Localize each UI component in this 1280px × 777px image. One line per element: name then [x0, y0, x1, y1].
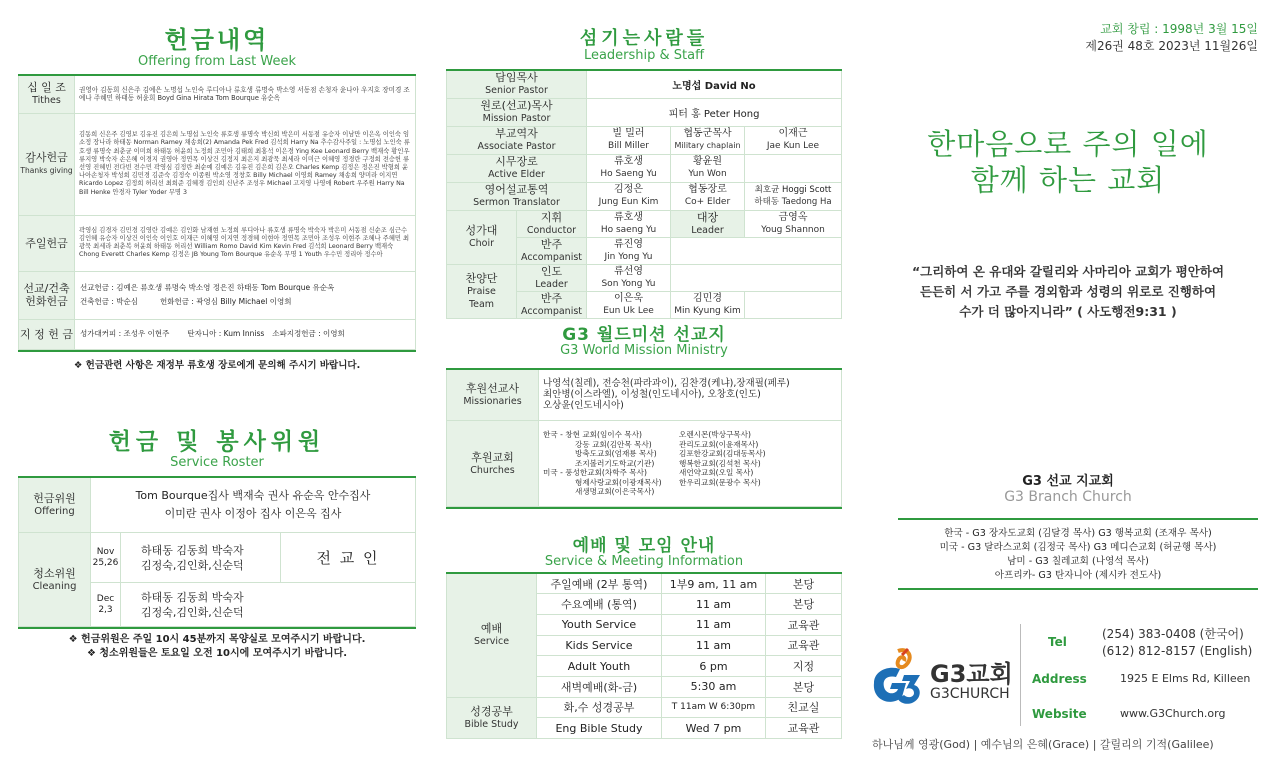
senior-label-en: Senior Pastor — [485, 85, 548, 97]
praise-leader-en: Son Yong Yu — [601, 278, 656, 289]
table-row — [447, 210, 842, 237]
service-time: 1부9 am, 11 am — [662, 573, 766, 594]
bible-time: Wed 7 pm — [662, 718, 766, 739]
choir-label-en: Choir — [468, 238, 494, 249]
service-place: 교육관 — [766, 635, 842, 656]
list-item: 조지볼러기도학교(기관) — [575, 458, 655, 468]
bible-time: T 11am W 6:30pm — [662, 697, 766, 718]
motto-line2: 함께 하는 교회 — [970, 163, 1166, 197]
service-name: Adult Youth — [537, 656, 662, 677]
offering-table — [18, 74, 416, 350]
staff-table — [446, 69, 842, 319]
missionaries-line3: 오상윤(인도네시아) — [543, 400, 624, 412]
cleaning-label: 청소위원 — [33, 566, 76, 580]
sunday-label: 주일헌금 — [25, 236, 68, 250]
elder2-en: Yun Won — [688, 169, 727, 179]
staff-subtitle: Leadership & Staff — [583, 48, 705, 63]
table-row — [19, 477, 416, 533]
praise-acc-label: 반주 — [540, 291, 563, 305]
service-name: Kids Service — [537, 635, 662, 656]
list-item: 김포한강교회(김대동목사) — [679, 449, 766, 459]
conductor-ko: 류호생 — [614, 211, 643, 223]
thanks-label-en: Thanks giving — [20, 166, 73, 175]
bible-label: 성경공부 — [470, 704, 513, 718]
mission-table — [446, 368, 842, 508]
logo-english: G3CHURCH — [930, 686, 1010, 702]
dec-cleaning-line1: 하태동 김동희 박숙자 — [141, 590, 244, 604]
flower-label: 헌화헌금 — [25, 295, 68, 308]
list-item: 새생명교회(이은국목사) — [575, 487, 655, 497]
list-item: 오렌시몬(박상구목사) — [679, 429, 751, 439]
phone-korean[interactable]: (254) 383-0408 (한국어) — [1102, 627, 1244, 641]
table-row — [447, 98, 842, 126]
thanks-label: 감사헌금 — [25, 151, 68, 164]
assoc1-en: Bill Miller — [607, 141, 650, 151]
leader-label-en: Leader — [691, 224, 724, 236]
roster-note-cleaning: ❖ 청소위원들은 토요일 오전 10시에 모여주시기 바랍니다. — [86, 648, 348, 659]
service-label: 예배 — [480, 622, 503, 636]
table-row — [19, 75, 416, 113]
church-list-right — [679, 430, 766, 497]
list-item: 형제사랑교회(이광재목사) — [575, 477, 662, 487]
table-row — [447, 264, 842, 291]
assoc3-en: Jae Kun Lee — [766, 141, 820, 151]
trans3-en: 하태동 Taedong Ha — [754, 197, 832, 207]
service-name: 주일예배 (2부 통역) — [537, 573, 662, 594]
issue-info: 제26권 48호 2023년 11월26일 — [1085, 39, 1258, 53]
praise-acc1-en: Eun Uk Lee — [603, 305, 654, 316]
praise-acc2-ko: 김민경 — [693, 292, 722, 304]
branch-title: G3 선교 지교회 — [1022, 474, 1114, 489]
accompanist-en: Jin Yong Yu — [604, 251, 653, 262]
conductor-label: 지휘 — [540, 210, 563, 224]
trans1-ko: 김정은 — [614, 184, 643, 195]
praise-label: 찬양단 — [465, 271, 498, 285]
phone-english[interactable]: (612) 812-8157 (English) — [1102, 644, 1253, 658]
accompanist-label-en: Accompanist — [520, 251, 583, 263]
nov-cleaning-line1: 하태동 김동희 박숙자 — [141, 543, 244, 557]
table-row — [447, 70, 842, 98]
leader-label: 대장 — [696, 210, 719, 224]
service-time: 11 am — [662, 594, 766, 615]
bible-name: 화,수 성경공부 — [537, 697, 662, 718]
roster-table — [18, 476, 416, 628]
sofa-offering: 소파지정헌금 : 이영희 — [272, 329, 345, 338]
service-time: 5:30 am — [662, 676, 766, 697]
praise-leader-label-en: Leader — [535, 278, 568, 290]
worship-table — [446, 572, 842, 739]
list-item: 관리도교회(이윤재목사) — [679, 439, 759, 449]
tel-label: Tel — [1048, 635, 1067, 649]
conductor-en: Ho saeng Yu — [600, 224, 657, 235]
mission-offering-line: 선교헌금 : 김예은 류호생 류명숙 박소영 정은진 하태동 Tom Bourque 유순옥 — [80, 283, 335, 292]
website-label: Website — [1032, 707, 1087, 721]
tithes-label-en: Tithes — [32, 95, 61, 107]
praise-acc2-en: Min Kyung Kim — [674, 305, 741, 316]
elder1-en: Ho Saeng Yu — [600, 169, 657, 179]
verse-line3: 수가 더 많아지니라” ( 사도행전9:31 ) — [959, 304, 1177, 319]
offering-note: ❖ 헌금관련 사항은 재정부 류호생 장로에게 문의해 주시기 바랍니다. — [73, 359, 361, 371]
staff-column — [446, 0, 842, 777]
service-time: 6 pm — [662, 656, 766, 677]
table-row — [19, 319, 416, 349]
praise-acc1-ko: 이은욱 — [614, 292, 643, 304]
sunday-names: 곽영심 김경자 김민경 김영란 김예은 김인화 남재현 노정희 루디아나 류호생 류명숙 박숙자 박은미 서동점 신순조 심근수 김인혜 유승자 이상건 이인숙 이인호 이재근 이혜영 이지연 정경혜 이현아 정연목 조민아 조성우 이현주 조혜나 주혜민 최광묵 최세라 최춘복 허윤희 하태동 허리선 William Romo David Kim Kevin Fred 김석희 Leonard Berry 백재숙 Chong Everett Charles Kemp 김정은 JB Young Tom Bourque 유순옥 무명 1 Youth 우수민 정리아 정수아 — [75, 215, 416, 271]
elder-label: 시무장로 — [495, 155, 538, 168]
flower-offering-line: 헌화헌금 : 곽영심 Billy Michael 이영희 — [160, 297, 292, 306]
dec-date-days: 2,3 — [98, 604, 113, 615]
senior-label: 담임목사 — [495, 71, 538, 85]
service-place: 본당 — [766, 573, 842, 594]
service-label-en: Service — [473, 636, 510, 648]
list-item: 강동 교회(김안목 목사) — [575, 439, 652, 449]
churches-label-en: Churches — [470, 464, 515, 476]
nov-cleaning-line2: 김정숙,김인화,신순덕 — [141, 558, 244, 572]
website-link[interactable]: www.G3Church.org — [1120, 707, 1226, 720]
contact-divider — [1020, 624, 1021, 726]
service-name: 새벽예배(화-금) — [537, 676, 662, 697]
conductor-label-en: Conductor — [526, 224, 577, 236]
g3-logo-icon — [868, 645, 928, 715]
missionaries-line2: 최안병(이스라엘), 이성철(인도네시아), 오창호(인도) — [543, 389, 761, 401]
table-row — [447, 154, 842, 182]
motto-line1: 한마음으로 주의 일에 — [927, 127, 1209, 161]
leader-ko: 금영옥 — [778, 211, 808, 223]
table-row — [19, 215, 416, 271]
trans2-ko: 협동장로 — [688, 184, 727, 195]
assoc2-ko: 협동군목사 — [683, 128, 732, 139]
list-item: 행복한교회(김석천 목사) — [679, 458, 761, 468]
elder1-ko: 류호생 — [614, 156, 643, 167]
service-name: Youth Service — [537, 614, 662, 635]
dec-date-month: Dec — [96, 593, 115, 604]
elder2-ko: 황윤원 — [693, 156, 722, 167]
mission-pastor-name: 피터 홍 Peter Hong — [587, 98, 842, 126]
roster-subtitle: Service Roster — [170, 454, 264, 470]
accompanist-label: 반주 — [540, 237, 563, 251]
footer-slogan: 하나님께 영광(God) | 예수님의 은혜(Grace) | 갈릴리의 기적(Galilee) — [872, 738, 1214, 751]
offering-committee-line1: Tom Bourque집사 백재숙 권사 유순옥 안수집사 — [135, 488, 371, 502]
trans2-en: Co+ Elder — [684, 197, 731, 207]
table-row — [447, 697, 842, 718]
branch-list — [898, 518, 1258, 590]
praise-label-en2: Team — [468, 298, 495, 310]
address-label: Address — [1032, 672, 1087, 686]
choir-label: 성가대 — [465, 224, 498, 237]
service-time: 11 am — [662, 614, 766, 635]
address-value: 1925 E Elms Rd, Killeen — [1120, 672, 1251, 685]
service-place: 본당 — [766, 676, 842, 697]
bible-name: Eng Bible Study — [537, 718, 662, 739]
list-item: 아프리카- G3 탄자니아 (제시카 전도사) — [994, 570, 1162, 581]
nov-date-days: 25,26 — [92, 557, 119, 568]
thanks-names: 김동희 신은주 김영보 김유진 김은희 노명섭 노인숙 류호생 류명숙 박신희 박은미 서동점 유승자 이남만 이은옥 이인숙 임소정 장나라 하태동 Norman Ramey 채송희(2) Amanda Pek Fred 김석희 Harry Na 추수감사주일 : 노명섭 노인숙 류호생 류명숙 최춘균 이미희 하태동 허윤희 노정희 조민아 김태희 최홍석 이은경 Ying Kee Leonard Berry 백재숙 황인우 류지영 박숙자 손은혜 이경지 권영아 정연목 이상건 김정지 최은지 최광묵 최세라 이미근 이혜영 정경란 구정희 전승헌 류선영 진혜빈 전다빈 전수민 곽영심 김정란 최순예 김예은 김유진 김은희 김은오 Charles Kemp 김정은 정은진 박형희 윤나아손청자 박성희 김민경 김준숙 김정숙 이종원 박소영 정창호 Billy Michael 이영희 Ramey 채송희 양미라 이지연 Ricardo Lopez 김정희 허리선 최희준 김혜경 김인희 신난주 조성우 Michael 고지영 나영애 Robert 우주원 Harry Na Bill Henke 안경자 Tyler Yoder 무명 3 — [75, 113, 416, 215]
offering-committee-label: 헌금위원 — [33, 491, 76, 505]
list-item: 한우리교회(문광수 목사) — [679, 477, 761, 487]
verse-line1: “그리하여 온 유대와 갈릴리와 사마리아 교회가 평안하여 — [911, 264, 1225, 279]
missionaries-line1: 나영석(칠레), 전승천(파라과이), 김찬경(케냐),장재필(페루) — [543, 378, 790, 390]
assoc2-en: Military chaplain — [674, 141, 741, 150]
service-time: 11 am — [662, 635, 766, 656]
table-row — [447, 126, 842, 154]
offering-committee-label-en: Offering — [34, 505, 75, 517]
mission-title: G3 월드미션 선교지 — [562, 324, 726, 345]
designated-label: 지 정 헌 금 — [20, 327, 73, 341]
verse-line2: 든든히 서 가고 주를 경외함과 성령의 위로로 진행하여 — [919, 284, 1217, 299]
leader-en: Youg Shannon — [761, 224, 825, 235]
trans1-en: Jung Eun Kim — [598, 197, 659, 207]
praise-acc-label-en: Accompanist — [520, 305, 583, 317]
nov-date-month: Nov — [96, 546, 115, 557]
mission-pastor-label-en: Mission Pastor — [482, 113, 551, 124]
dec-cleaning-line2: 김정숙,김인화,신순덕 — [141, 605, 244, 619]
church-list-left — [543, 430, 679, 497]
worship-title: 예배 및 모임 안내 — [572, 536, 716, 556]
list-item: 남미 - G3 칠레교회 (나영석 목사) — [1007, 556, 1149, 567]
bible-place: 교육관 — [766, 718, 842, 739]
tithes-label: 십 일 조 — [27, 81, 66, 95]
church-logo — [868, 640, 1018, 720]
cleaning-label-en: Cleaning — [32, 580, 77, 592]
staff-title: 섬기는사람들 — [579, 28, 709, 49]
table-row — [19, 113, 416, 215]
list-item: 새언약교회(오일 목사) — [679, 468, 754, 478]
mission-subtitle: G3 World Mission Ministry — [560, 342, 728, 358]
bible-place: 친교실 — [766, 697, 842, 718]
table-row — [447, 573, 842, 594]
list-item: 방축도교회(엄재룡 목사) — [575, 449, 657, 459]
tanzania: 탄자니아 : Kum Inniss — [187, 329, 265, 338]
translator-label: 영어설교통역 — [484, 183, 549, 196]
assoc-label: 부교역자 — [495, 127, 538, 140]
tithes-names: 권영아 김동희 신은주 김예은 노명섭 노인숙 루디아나 류호생 류명숙 박소영 서동점 손청자 윤나아 우지호 장미경 조예나 주혜민 하태동 허윤희 Boyd Gina Hirata Tom Bourque 유순옥 — [75, 75, 416, 113]
mission-building-label: 선교/건축 — [23, 282, 70, 295]
list-item: 미국 - 풍성한교회(차학주 목사) — [543, 468, 647, 478]
all-members: 전 교 인 — [281, 533, 416, 583]
assoc1-ko: 빌 밀러 — [612, 128, 645, 139]
building-offering-line: 건축헌금 : 박순심 — [80, 297, 139, 306]
table-row — [447, 369, 842, 421]
offering-subtitle: Offering from Last Week — [138, 54, 296, 69]
worship-subtitle: Service & Meeting Information — [544, 554, 744, 569]
table-row — [447, 182, 842, 210]
offering-committee-line2: 이미란 권사 이정아 집사 이은옥 집사 — [164, 506, 342, 520]
missionaries-label-en: Missionaries — [463, 395, 522, 407]
churches-label: 후원교회 — [471, 450, 514, 464]
bible-label-en: Bible Study — [464, 718, 519, 730]
roster-note-offering: ❖ 헌금위원은 주일 10시 45분까지 목양실로 모여주시기 바랍니다. — [68, 634, 366, 645]
offering-column — [18, 0, 416, 777]
list-item: 한국 - G3 장자도교회 (김달경 목사) G3 행복교회 (조재우 목사) — [944, 528, 1212, 539]
service-place: 교육관 — [766, 614, 842, 635]
logo-korean: G3교회 — [930, 660, 1013, 688]
praise-label-en1: Praise — [467, 285, 496, 297]
assoc3-ko: 이재근 — [778, 128, 808, 139]
info-column — [868, 0, 1268, 777]
table-row — [447, 421, 842, 507]
senior-pastor-name: 노명섭 David No — [587, 70, 842, 98]
trans3-ko: 최호균 Hoggi Scott — [754, 185, 832, 195]
praise-leader-label: 인도 — [540, 264, 563, 278]
service-place: 본당 — [766, 594, 842, 615]
accompanist-ko: 류진영 — [614, 238, 643, 250]
assoc-label-en: Associate Pastor — [477, 141, 556, 152]
founded-date: 교회 창립 : 1998년 3월 15일 — [1100, 22, 1258, 36]
elder-label-en: Active Elder — [488, 169, 545, 180]
table-row — [19, 533, 416, 583]
list-item: 미국 - G3 달라스교회 (김정국 목사) G3 메디슨교회 (허균행 목사) — [939, 542, 1217, 553]
roster-title: 헌금 및 봉사위원 — [108, 428, 326, 455]
branch-subtitle: G3 Branch Church — [1004, 489, 1132, 505]
missionaries-label: 후원선교사 — [465, 381, 520, 395]
service-name: 수요예배 (통역) — [537, 594, 662, 615]
praise-leader-ko: 류선영 — [614, 265, 643, 277]
translator-label-en: Sermon Translator — [473, 197, 560, 208]
list-item: 한국 - 창현 교회(임이수 목사) — [543, 429, 643, 439]
choir-coffee: 성가대커피 : 조성우 이현주 — [80, 329, 170, 338]
service-place: 지정 — [766, 656, 842, 677]
mission-pastor-label: 원로(선교)목사 — [480, 99, 553, 112]
offering-title: 헌금내역 — [164, 26, 270, 54]
table-row — [19, 271, 416, 319]
